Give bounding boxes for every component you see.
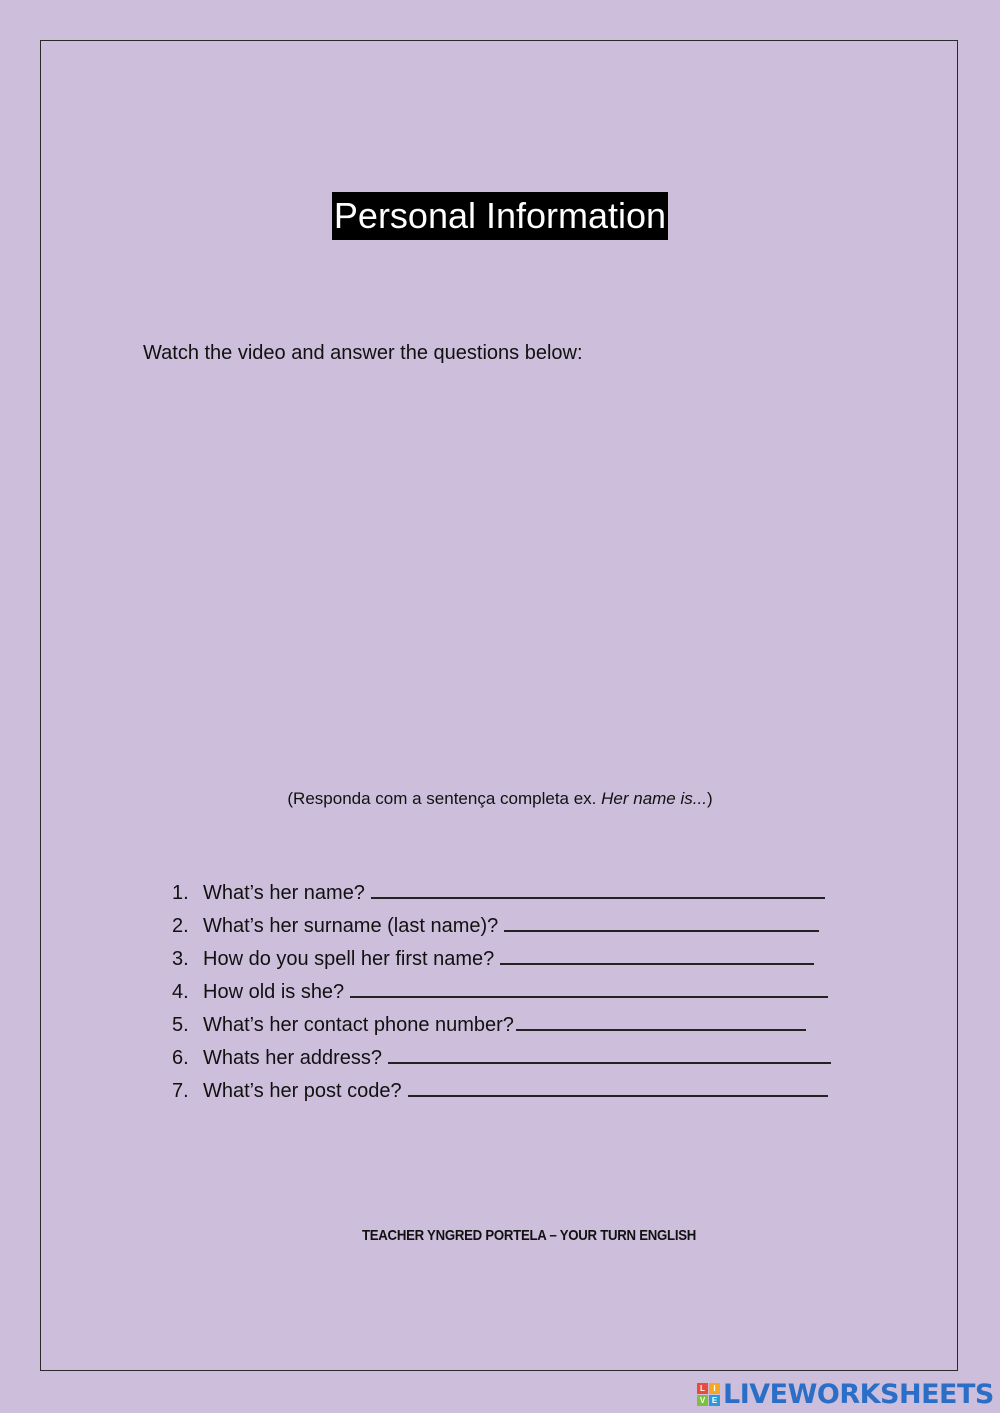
question-text: Whats her address? (203, 1047, 382, 1069)
answer-line[interactable] (350, 976, 828, 998)
liveworksheets-icon (697, 1383, 720, 1406)
note-example: Her name is... (601, 789, 707, 808)
answer-line[interactable] (371, 877, 825, 899)
question-item (172, 910, 862, 943)
answer-line[interactable] (500, 943, 814, 965)
question-number: 7. (172, 1080, 189, 1102)
logo-tile: E (709, 1395, 720, 1406)
footer-credit: TEACHER YNGRED PORTELA – YOUR TURN ENGLISH (361, 1227, 697, 1244)
question-item (172, 943, 862, 976)
question-text: What’s her name? (203, 882, 365, 904)
note-suffix: ) (706, 789, 713, 808)
question-text: What’s her contact phone number? (203, 1014, 514, 1036)
page-title: Personal Information (332, 192, 668, 240)
note-prefix: (Responda com a sentença completa ex. (287, 789, 602, 808)
question-text: What’s her post code? (203, 1080, 402, 1102)
logo-tile: L (697, 1383, 708, 1394)
logo-tile: V (697, 1395, 708, 1406)
answer-note (0, 788, 1000, 810)
instruction-text: Watch the video and answer the questions below: (143, 342, 583, 364)
liveworksheets-logo[interactable] (697, 1377, 994, 1411)
answer-line[interactable] (388, 1042, 831, 1064)
question-item (172, 1075, 862, 1108)
answer-line[interactable] (408, 1075, 828, 1097)
logo-tile: I (709, 1383, 720, 1394)
question-item (172, 1042, 862, 1075)
question-number: 1. (172, 882, 189, 904)
question-number: 4. (172, 981, 189, 1003)
question-text: How old is she? (203, 981, 345, 1003)
question-item (172, 976, 862, 1009)
question-number: 6. (172, 1047, 189, 1069)
question-item (172, 1009, 862, 1042)
question-text: What’s her surname (last name)? (203, 915, 499, 937)
brand-name: LIVEWORKSHEETS (723, 1378, 994, 1410)
question-number: 5. (172, 1014, 189, 1036)
question-list (172, 877, 862, 1108)
answer-line[interactable] (516, 1009, 806, 1031)
question-text: How do you spell her first name? (203, 948, 495, 970)
answer-line[interactable] (504, 910, 819, 932)
question-number: 3. (172, 948, 189, 970)
title-block (0, 192, 1000, 240)
question-item (172, 877, 862, 910)
question-number: 2. (172, 915, 189, 937)
